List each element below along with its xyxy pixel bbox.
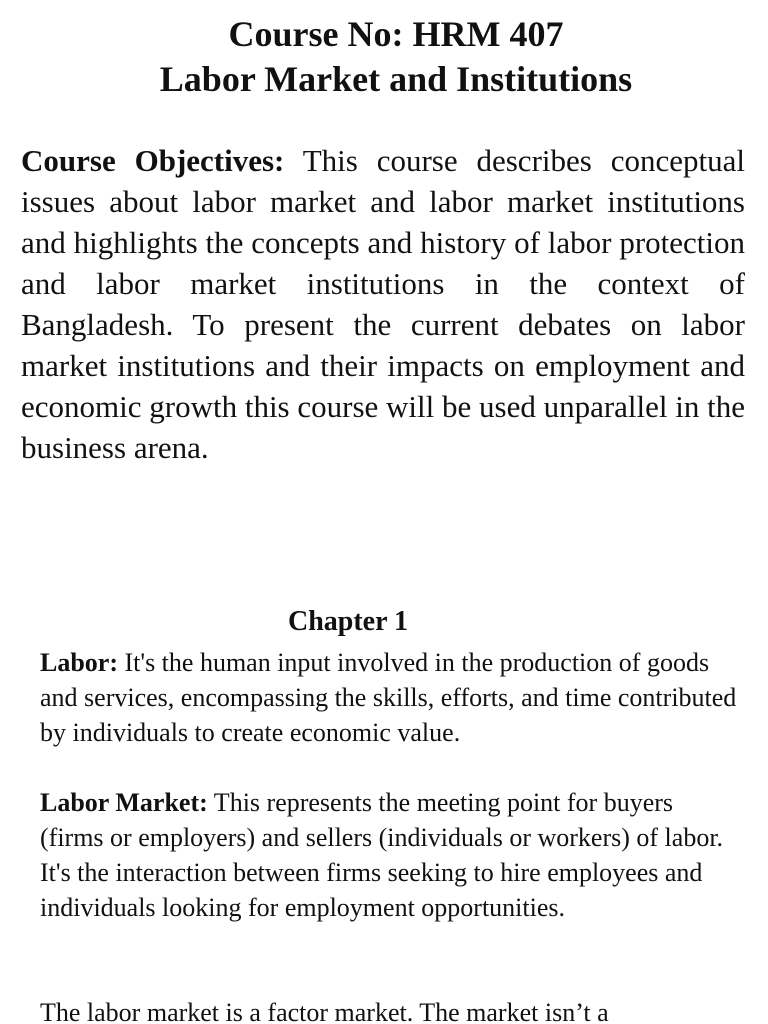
course-title: Labor Market and Institutions: [159, 59, 633, 99]
course-objectives-paragraph: [21, 140, 745, 468]
definition-term: Labor:: [40, 648, 118, 677]
chapter-title: Chapter 1: [287, 606, 409, 637]
definition-text: It's the human input involved in the production of goods and services, encompassing the skills, efforts, and time contributed by individuals to create economic value.: [40, 648, 737, 747]
definition-term: Labor Market:: [40, 788, 208, 817]
course-number: Course No: HRM 407: [228, 14, 564, 54]
factor-market-paragraph: The labor market is a factor market. The market isn’t a: [40, 998, 609, 1024]
definition-labor-market: [40, 785, 740, 925]
definition-labor: [40, 645, 740, 750]
definition-text: This represents the meeting point for buyers (firms or employers) and sellers (individuals or workers) of labor. It's the interaction between firms seeking to hire employees and individuals looking for employment opportunities.: [40, 788, 724, 922]
objectives-text: This course describes conceptual issues about labor market and labor market institutions and highlights the concepts and history of labor protection and labor market institutions in the context of Bangladesh. To present the current debates on labor market institutions and their impacts on employment and economic growth this course will be used unparallel in the business arena.: [21, 143, 746, 465]
course-header: [0, 12, 768, 102]
objectives-label: Course Objectives:: [21, 143, 285, 178]
